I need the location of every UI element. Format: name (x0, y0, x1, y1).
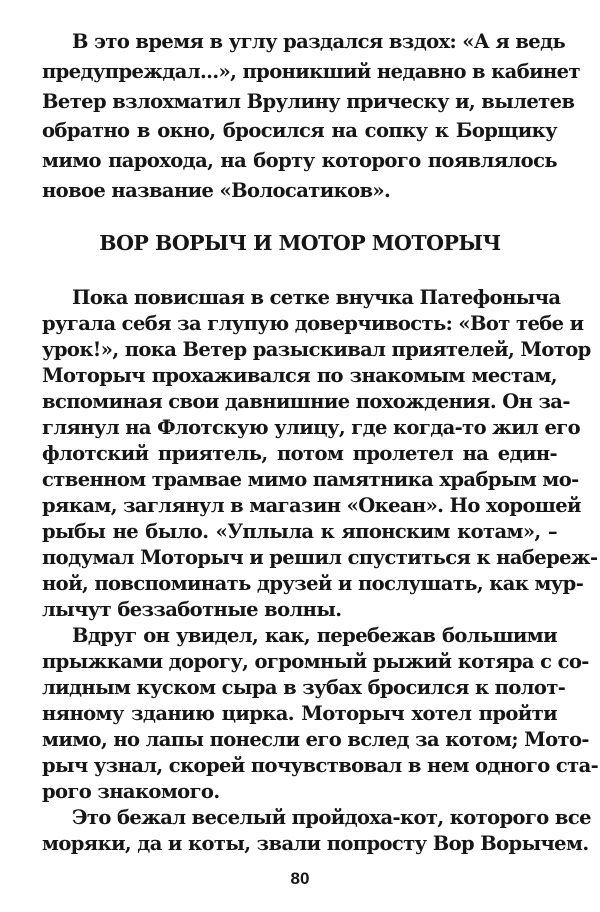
paragraph-1-line-5: мимо парохода, на борту которого появлялось (42, 149, 557, 173)
paragraph-1-line-2: предупреждал...», проникший недавно в кабинет (42, 59, 580, 83)
paragraph-1-line-1: В это время в углу раздался вздох: «А я ведь (72, 30, 566, 53)
paragraph-3-line-6: рыч узнал, скорей почувствовал в нем одного ста- (42, 754, 599, 777)
paragraph-3-line-4: няному зданию цирка. Моторыч хотел пройти (42, 702, 557, 725)
page-number: 80 (290, 869, 310, 888)
paragraph-1-line-4: обратно в окно, бросился на сопку к Борщику (42, 119, 557, 143)
paragraph-2-line-10: рыбы не было. «Уплыла к японским котам», – (42, 520, 557, 543)
paragraph-1-line-6: новое название «Волосатиков». (42, 179, 391, 202)
paragraph-2-line-7: флотский приятель, потом пролетел на един- (42, 442, 557, 465)
paragraph-1-line-3: Ветер взлохматил Врулину прическу и, вылетев (42, 89, 575, 113)
paragraph-2-line-9: рякам, заглянул в магазин «Океан». Но хорошей (42, 494, 581, 517)
paragraph-2-line-12: ной, повспоминать друзей и послушать, как мур- (42, 572, 584, 595)
paragraph-2-line-6: глянул на Флотскую улицу, где когда-то жил его (42, 416, 581, 439)
paragraph-2-line-4: Моторыч прохаживался по знакомым местам, (42, 364, 557, 387)
paragraph-2-line-13: лычут беззаботные волны. (42, 598, 342, 621)
paragraph-2-line-11: подумал Моторыч и решил спуститься к набереж- (42, 546, 598, 569)
paragraph-2-line-3: урок!», пока Ветер разыскивал приятелей, Мотор (42, 338, 591, 361)
chapter-title: ВОР ВОРЫЧ И МОТОР МОТОРЫЧ (99, 231, 501, 255)
paragraph-3-line-7: рого знакомого. (42, 780, 220, 803)
paragraph-3-line-5: мимо, но лапы понесли его вслед за котом; Мото- (42, 728, 589, 751)
paragraph-2-line-1: Пока повисшая в сетке внучка Патефоныча (72, 286, 561, 309)
paragraph-2-line-5: вспоминая свои давнишние похождения. Он за- (42, 390, 570, 413)
paragraph-3-line-3: лидным куском сыра в зубах бросился к полот- (42, 676, 566, 699)
paragraph-3-line-2: прыжками дорогу, огромный рыжий котяра с со- (42, 650, 589, 673)
paragraph-4-line-1: Это бежал веселый пройдоха-кот, которого все (72, 806, 591, 829)
paragraph-2-line-8: ственном трамвае мимо памятника храбрым мо- (42, 468, 579, 491)
paragraph-2-line-2: ругала себя за глупую доверчивость: «Вот тебе и (42, 312, 584, 335)
paragraph-4-line-2: моряки, да и коты, звали попросту Вор Ворычем. (42, 832, 589, 855)
paragraph-3-line-1: Вдруг он увидел, как, перебежав большими (72, 624, 557, 647)
